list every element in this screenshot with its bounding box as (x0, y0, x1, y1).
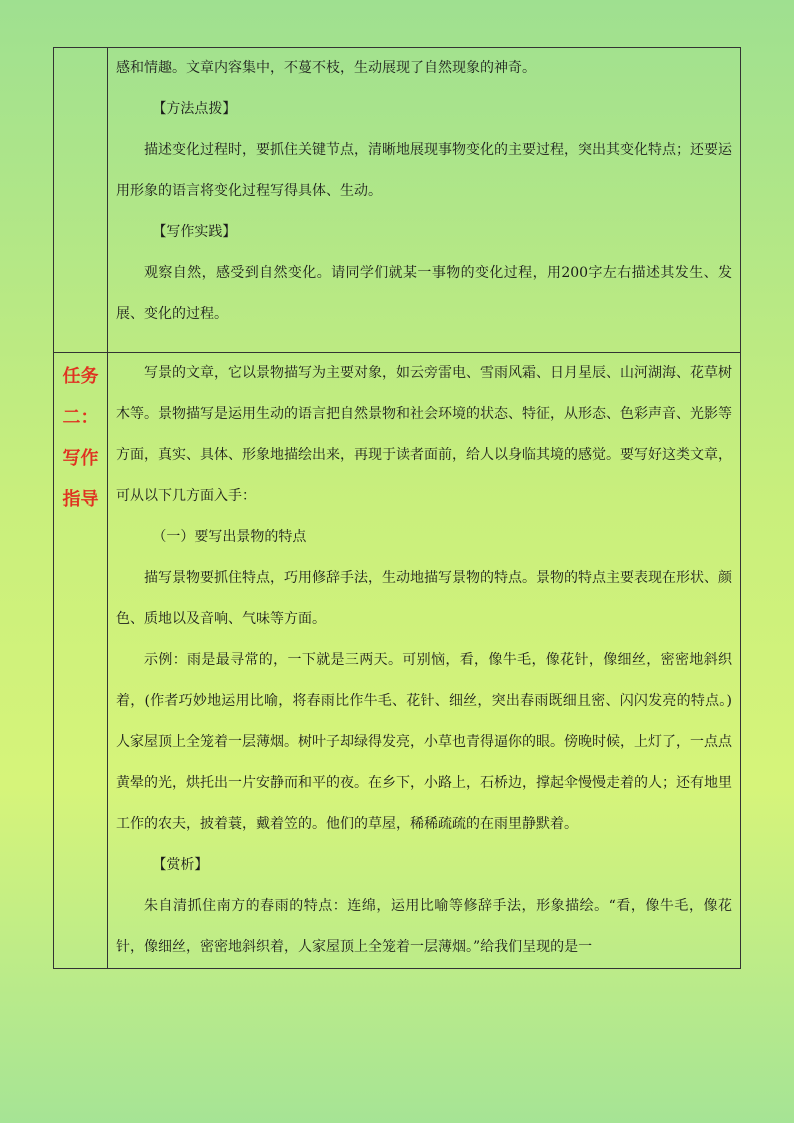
table-row-task-two (54, 353, 741, 969)
content-cell-guidance (108, 353, 741, 969)
paragraph-example: 示例：雨是最寻常的，一下就是三两天。可别恼，看，像牛毛，像花针，像细丝，密密地斜织着，(作者巧妙地运用比喻，将春雨比作牛毛、花针、细丝，突出春雨既细且密、闪闪发亮的特点。) 人家屋顶上全笼着一层薄烟。树叶子却绿得发亮，小草也青得逼你的眼。傍晚时候，上灯了，一点点黄晕的光，烘托出一片安静而和平的夜。在乡下，小路上，石桥边，撑起伞慢慢走着的人；还有地里工作的农夫，披着蓑，戴着笠的。他们的草屋，稀稀疏疏的在雨里静默着。 (116, 652, 732, 832)
paragraph-continuation: 感和情趣。文章内容集中，不蔓不枝，生动展现了自然现象的神奇。 (116, 60, 536, 76)
task-two-label: 任务 二： 写作 指导 (62, 366, 99, 510)
task-label-cell (54, 353, 108, 969)
heading-writing-practice: 【写作实践】 (152, 224, 237, 240)
content-cell-practice (108, 48, 741, 353)
paragraph-method: 描述变化过程时，要抓住关键节点，清晰地展现事物变化的主要过程，突出其变化特点；还要运用形象的语言将变化过程写得具体、生动。 (116, 142, 732, 199)
heading-appreciation: 【赏析】 (152, 857, 209, 873)
subheading-scenery-features: （一）要写出景物的特点 (152, 529, 307, 545)
table-row-writing-practice (54, 48, 741, 353)
paragraph-intro: 写景的文章，它以景物描写为主要对象，如云旁雷电、雪雨风霜、日月星辰、山河湖海、花草树木等。景物描写是运用生动的语言把自然景物和社会环境的状态、特征，从形态、色彩声音、光影等方面，真实、具体、形象地描绘出来，再现于读者面前，给人以身临其境的感觉。要写好这类文章，可从以下几方面入手： (116, 365, 732, 504)
paragraph-appreciation: 朱自清抓住南方的春雨的特点：连绵，运用比喻等修辞手法，形象描绘。“看，像牛毛，像花针，像细丝，密密地斜织着，人家屋顶上全笼着一层薄烟。”给我们呈现的是一 (116, 898, 732, 955)
paragraph-practice: 观察自然，感受到自然变化。请同学们就某一事物的变化过程，用200字左右描述其发生、发展、变化的过程。 (116, 265, 732, 322)
heading-method-tips: 【方法点拨】 (152, 101, 237, 117)
empty-label-cell (54, 48, 108, 353)
lesson-table (53, 47, 741, 969)
paragraph-features: 描写景物要抓住特点，巧用修辞手法，生动地描写景物的特点。景物的特点主要表现在形状、颜色、质地以及音响、气味等方面。 (116, 570, 732, 627)
